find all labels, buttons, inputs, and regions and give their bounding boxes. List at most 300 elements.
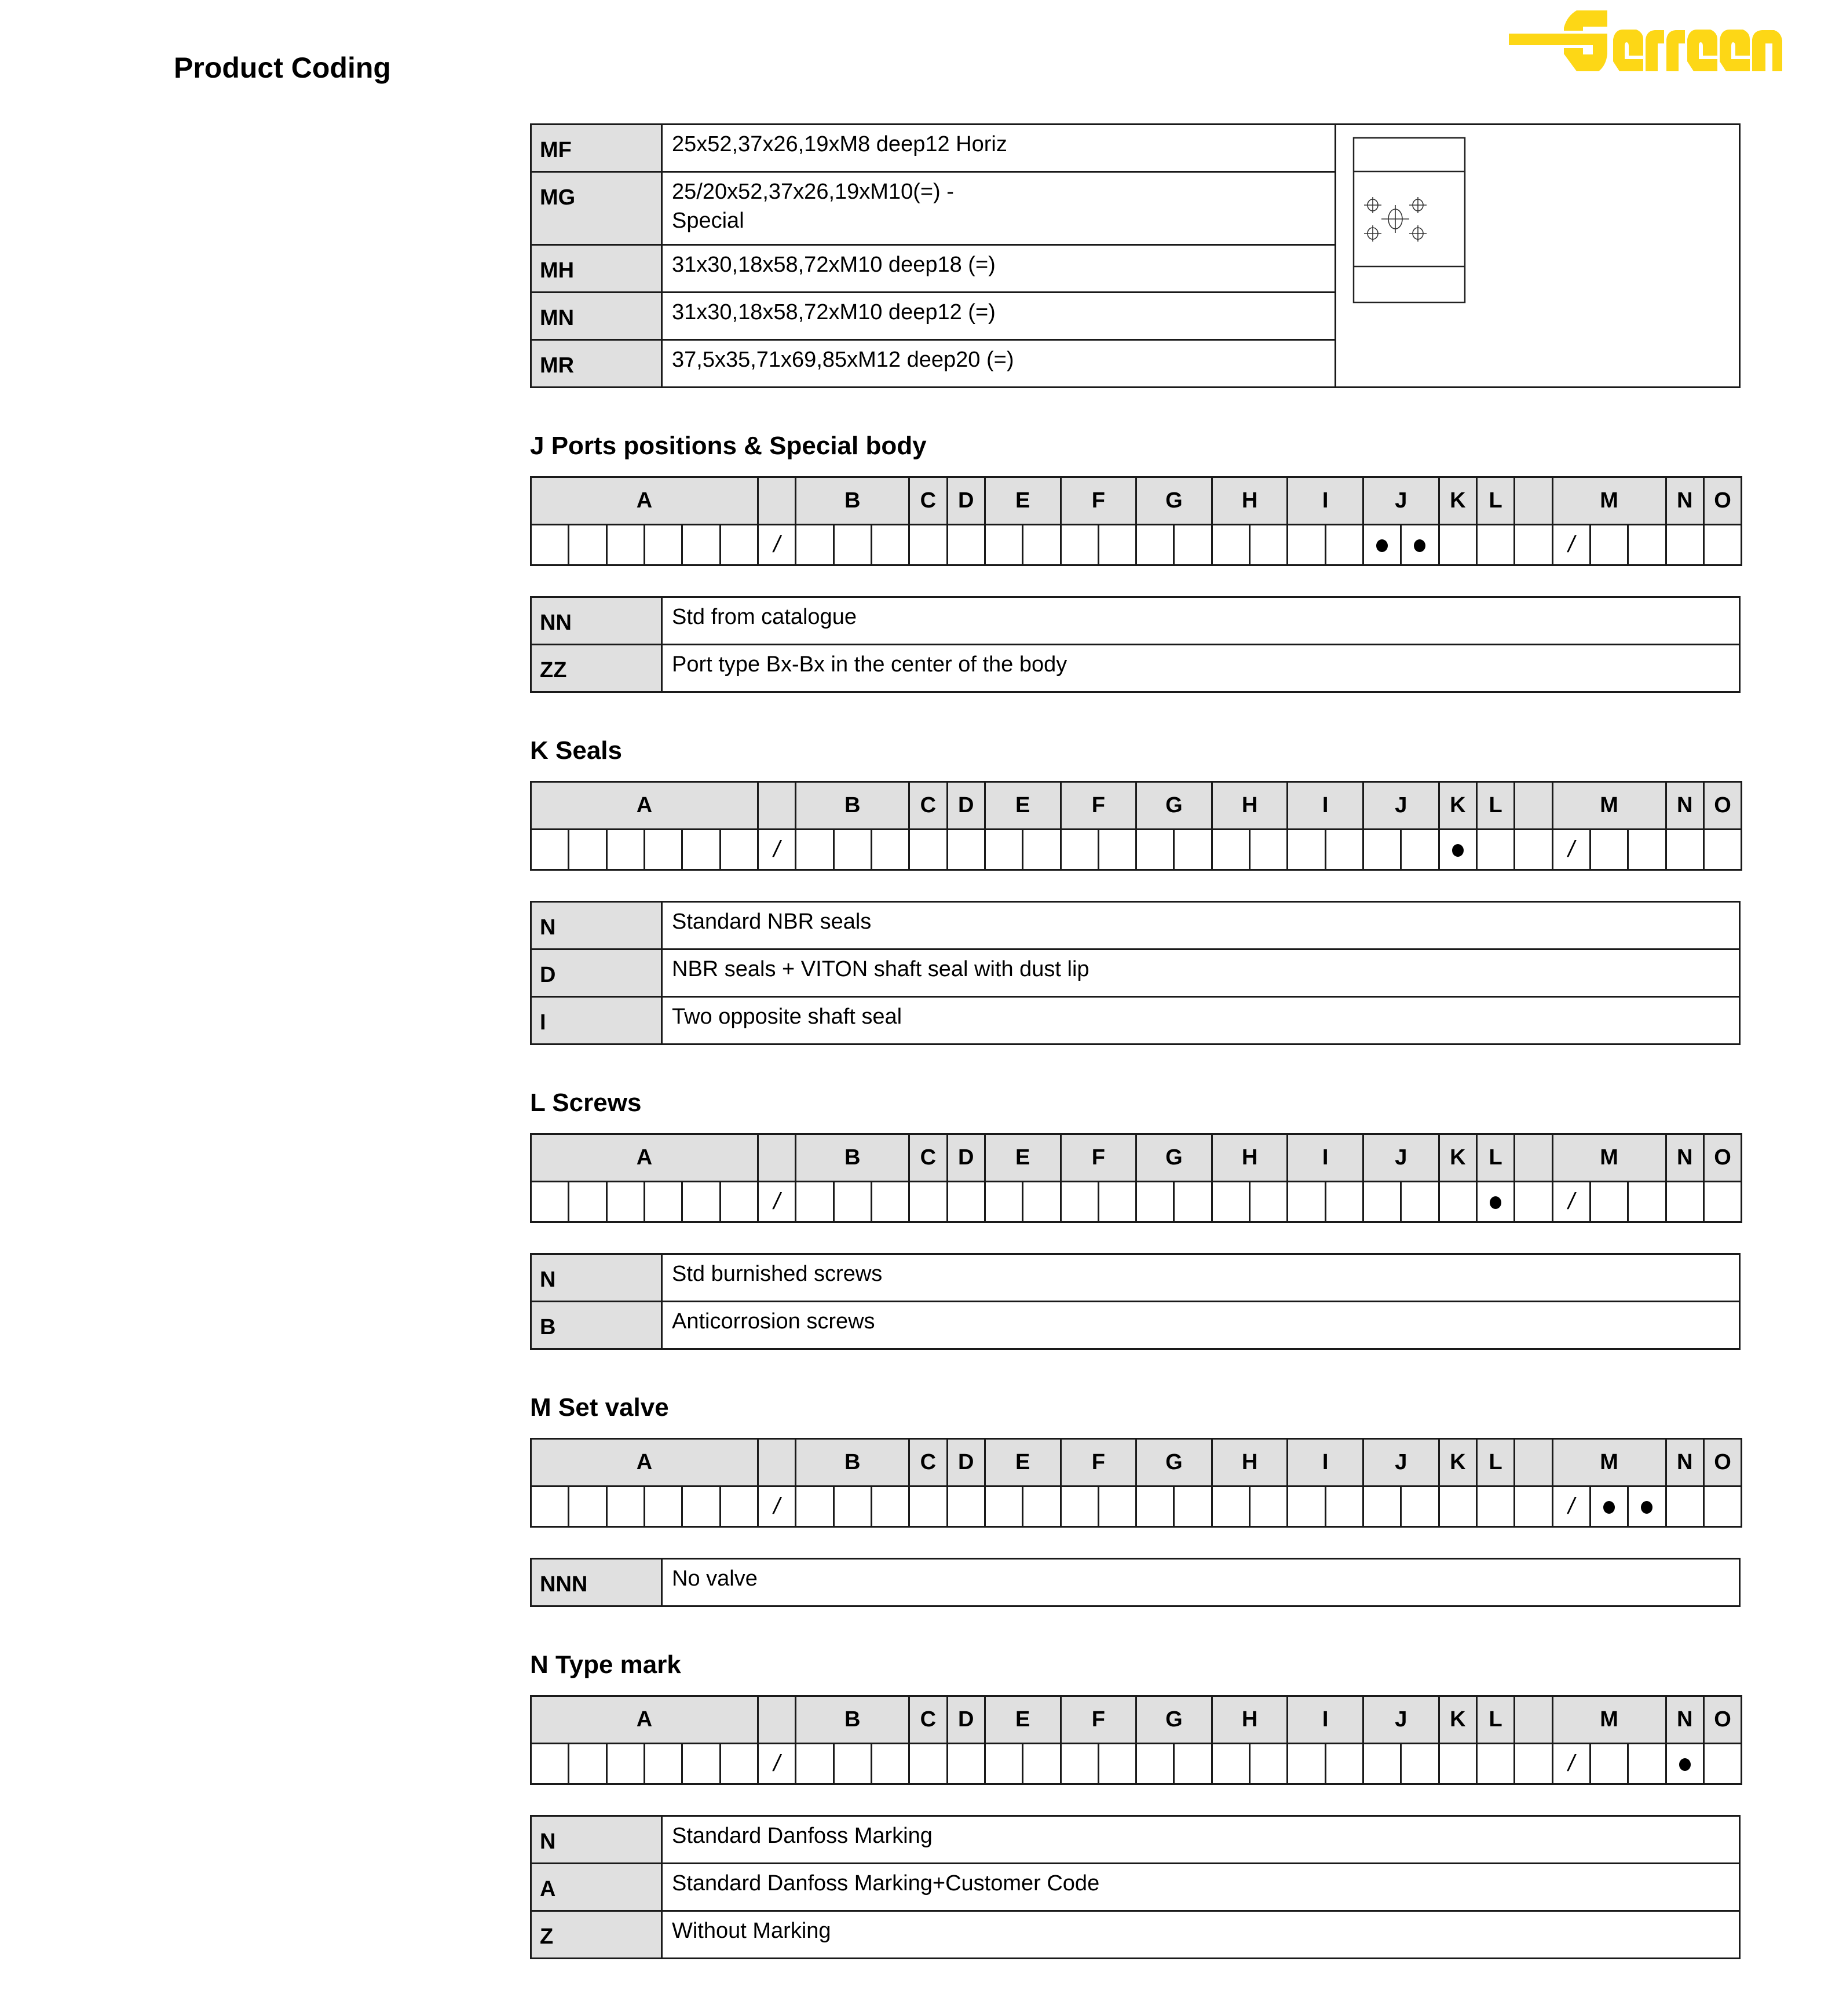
separator-slash: /: [1568, 1751, 1575, 1776]
grid-value-cell: [720, 525, 758, 565]
option-description: 31x30,18x58,72xM10 deep18 (=): [662, 245, 1336, 293]
grid-value-cell: [758, 1182, 795, 1222]
grid-value-cell: [871, 525, 909, 565]
grid-value-cell: [1363, 525, 1401, 565]
grid-value-cell: [1023, 830, 1061, 870]
grid-value-cell: [909, 525, 947, 565]
grid-value-cell: [758, 1487, 795, 1527]
grid-value-cell: [1401, 830, 1439, 870]
grid-header-cell: [758, 1696, 795, 1744]
option-description-line1: 25/20x52,37x26,19xM10(=) -: [672, 180, 954, 204]
table-row: [531, 1816, 1740, 1864]
grid-header-cell: A: [531, 1439, 758, 1487]
option-code: D: [531, 949, 662, 997]
section-title: L Screws: [530, 1089, 642, 1117]
option-description: Port type Bx-Bx in the center of the body: [662, 645, 1740, 692]
separator-slash: /: [1568, 837, 1575, 862]
grid-value-cell: [606, 1182, 644, 1222]
option-code: ZZ: [531, 645, 662, 692]
grid-value-cell: [833, 1744, 871, 1784]
grid-value-cell: [1515, 1744, 1552, 1784]
section-title: M Set valve: [530, 1393, 669, 1422]
grid-value-cell: [1325, 525, 1363, 565]
grid-header-cell: M: [1552, 1696, 1666, 1744]
grid-header-cell: J: [1363, 1134, 1439, 1182]
grid-header-cell: M: [1552, 1134, 1666, 1182]
grid-header-cell: O: [1703, 477, 1741, 525]
grid-header-cell: N: [1666, 477, 1703, 525]
grid-value-cell: [1363, 1487, 1401, 1527]
grid-value-cell: [1061, 830, 1098, 870]
section-title: K Seals: [530, 736, 622, 765]
option-code: MF: [531, 125, 662, 172]
grid-header-cell: L: [1476, 477, 1514, 525]
grid-value-cell: [947, 830, 985, 870]
grid-header-cell: K: [1439, 782, 1476, 830]
grid-value-cell: [871, 830, 909, 870]
grid-value-cell: [947, 525, 985, 565]
grid-value-cell: [985, 1744, 1022, 1784]
grid-header-cell: E: [985, 1696, 1061, 1744]
grid-value-cell: [909, 1182, 947, 1222]
grid-value-cell: [796, 830, 833, 870]
grid-header-cell: J: [1363, 1696, 1439, 1744]
options-table: [530, 901, 1741, 1045]
grid-value-cell: [1552, 1744, 1590, 1784]
grid-header-cell: C: [909, 782, 947, 830]
grid-header-cell: F: [1061, 1696, 1136, 1744]
grid-value-cell: [1401, 1487, 1439, 1527]
grid-value-cell: [1401, 1182, 1439, 1222]
grid-value-cell: [682, 1182, 720, 1222]
grid-header-cell: G: [1136, 782, 1212, 830]
grid-header-cell: [1515, 477, 1552, 525]
grid-value-cell: [833, 525, 871, 565]
table-row: [531, 1911, 1740, 1959]
grid-header-cell: C: [909, 1134, 947, 1182]
grid-header-cell: H: [1212, 1696, 1288, 1744]
grid-header-cell: [1515, 1134, 1552, 1182]
position-dot-icon: [1603, 1501, 1615, 1514]
grid-header-cell: D: [947, 1696, 985, 1744]
grid-value-cell: [1174, 1487, 1212, 1527]
grid-value-cell: [833, 1182, 871, 1222]
grid-value-cell: [1439, 525, 1476, 565]
grid-value-cell: [1174, 830, 1212, 870]
grid-value-cell: [531, 525, 569, 565]
grid-header-cell: G: [1136, 1696, 1212, 1744]
table-row: [531, 902, 1740, 949]
grid-header-cell: [1515, 1439, 1552, 1487]
separator-slash: /: [773, 837, 780, 862]
grid-value-row: [531, 830, 1742, 870]
separator-slash: /: [1568, 1493, 1575, 1519]
grid-value-cell: [1212, 1487, 1249, 1527]
grid-value-cell: [1515, 525, 1552, 565]
grid-value-cell: [1212, 1744, 1249, 1784]
grid-value-cell: [1703, 525, 1741, 565]
table-row: [531, 1254, 1740, 1302]
grid-value-cell: [1174, 1744, 1212, 1784]
grid-header-cell: D: [947, 477, 985, 525]
separator-slash: /: [773, 532, 780, 557]
grid-value-cell: [720, 1744, 758, 1784]
grid-header-cell: F: [1061, 1134, 1136, 1182]
grid-value-cell: [682, 830, 720, 870]
grid-header-cell: I: [1288, 1134, 1363, 1182]
product-code-grid: [530, 1438, 1742, 1528]
option-description: Standard NBR seals: [662, 902, 1740, 949]
grid-header-cell: B: [796, 1134, 909, 1182]
grid-value-cell: [833, 830, 871, 870]
grid-value-cell: [720, 1487, 758, 1527]
grid-value-cell: [1325, 1487, 1363, 1527]
options-table: [530, 1253, 1741, 1350]
grid-value-cell: [1628, 1182, 1666, 1222]
grid-value-cell: [1098, 1744, 1136, 1784]
grid-value-cell: [1136, 830, 1174, 870]
grid-value-row: [531, 1182, 1742, 1222]
grid-header-cell: H: [1212, 1134, 1288, 1182]
grid-value-cell: [1061, 1182, 1098, 1222]
option-description-line2: Special: [672, 209, 744, 233]
grid-value-cell: [1174, 525, 1212, 565]
option-description: 37,5x35,71x69,85xM12 deep20 (=): [662, 340, 1336, 388]
option-description: Standard Danfoss Marking+Customer Code: [662, 1864, 1740, 1911]
grid-value-cell: [569, 830, 606, 870]
grid-header-cell: C: [909, 1439, 947, 1487]
grid-value-cell: [1628, 525, 1666, 565]
grid-value-cell: [1666, 525, 1703, 565]
option-description: [662, 172, 1336, 245]
grid-header-cell: [758, 1439, 795, 1487]
options-table: [530, 1558, 1741, 1607]
section-title: N Type mark: [530, 1650, 681, 1679]
grid-header-cell: I: [1288, 1696, 1363, 1744]
grid-value-cell: [1439, 1182, 1476, 1222]
grid-header-row: [531, 1439, 1742, 1487]
grid-value-cell: [1703, 1487, 1741, 1527]
option-description: Without Marking: [662, 1911, 1740, 1959]
grid-value-cell: [1061, 525, 1098, 565]
grid-header-cell: M: [1552, 1439, 1666, 1487]
grid-value-cell: [1250, 830, 1288, 870]
grid-value-cell: [1136, 1744, 1174, 1784]
grid-header-cell: B: [796, 1439, 909, 1487]
grid-header-cell: O: [1703, 1134, 1741, 1182]
grid-header-cell: I: [1288, 782, 1363, 830]
grid-value-cell: [909, 1744, 947, 1784]
grid-value-cell: [1098, 830, 1136, 870]
grid-value-cell: [569, 1487, 606, 1527]
grid-header-cell: E: [985, 1134, 1061, 1182]
grid-value-cell: [1061, 1487, 1098, 1527]
grid-header-cell: B: [796, 477, 909, 525]
grid-value-cell: [1590, 1182, 1628, 1222]
grid-value-cell: [1628, 1487, 1666, 1527]
option-code: MG: [531, 172, 662, 245]
grid-header-cell: [1515, 782, 1552, 830]
option-description: Std from catalogue: [662, 597, 1740, 645]
grid-value-cell: [682, 1744, 720, 1784]
separator-slash: /: [773, 1189, 780, 1214]
grid-header-cell: I: [1288, 1439, 1363, 1487]
grid-value-cell: [606, 830, 644, 870]
grid-header-cell: F: [1061, 782, 1136, 830]
grid-value-cell: [606, 1487, 644, 1527]
grid-value-cell: [569, 1744, 606, 1784]
grid-value-cell: [644, 525, 682, 565]
grid-value-cell: [1515, 830, 1552, 870]
option-description: Standard Danfoss Marking: [662, 1816, 1740, 1864]
grid-value-cell: [1098, 525, 1136, 565]
option-code: Z: [531, 1911, 662, 1959]
grid-value-cell: [871, 1487, 909, 1527]
grid-value-cell: [1590, 1487, 1628, 1527]
grid-value-cell: [1666, 1744, 1703, 1784]
grid-value-cell: [644, 830, 682, 870]
grid-value-cell: [1401, 525, 1439, 565]
position-dot-icon: [1490, 1196, 1501, 1209]
grid-value-cell: [531, 1744, 569, 1784]
grid-header-cell: N: [1666, 782, 1703, 830]
grid-value-cell: [758, 525, 795, 565]
grid-header-cell: N: [1666, 1134, 1703, 1182]
grid-header-cell: [758, 1134, 795, 1182]
grid-value-cell: [1590, 1744, 1628, 1784]
position-dot-icon: [1641, 1501, 1652, 1514]
grid-value-cell: [1023, 525, 1061, 565]
grid-value-cell: [1476, 1744, 1514, 1784]
grid-header-cell: K: [1439, 477, 1476, 525]
option-code: N: [531, 1254, 662, 1302]
grid-value-cell: [1250, 1487, 1288, 1527]
grid-value-cell: [1288, 1744, 1325, 1784]
grid-value-cell: [1136, 525, 1174, 565]
table-row: [531, 1864, 1740, 1911]
grid-header-row: [531, 1134, 1742, 1182]
grid-header-cell: L: [1476, 1134, 1514, 1182]
grid-value-cell: [1250, 525, 1288, 565]
table-row: [531, 645, 1740, 692]
grid-value-cell: [1666, 830, 1703, 870]
grid-value-cell: [1023, 1182, 1061, 1222]
grid-value-cell: [1476, 1182, 1514, 1222]
grid-value-cell: [1325, 1744, 1363, 1784]
grid-value-cell: [1098, 1182, 1136, 1222]
grid-header-cell: H: [1212, 477, 1288, 525]
grid-value-cell: [1212, 525, 1249, 565]
grid-value-cell: [1666, 1487, 1703, 1527]
grid-header-cell: N: [1666, 1696, 1703, 1744]
grid-header-cell: D: [947, 1439, 985, 1487]
grid-header-row: [531, 477, 1742, 525]
grid-value-cell: [796, 1487, 833, 1527]
position-dot-icon: [1414, 539, 1425, 552]
grid-value-cell: [720, 830, 758, 870]
grid-value-cell: [796, 1182, 833, 1222]
grid-header-cell: H: [1212, 782, 1288, 830]
grid-value-cell: [796, 1744, 833, 1784]
grid-value-cell: [1212, 1182, 1249, 1222]
table-row: [531, 597, 1740, 645]
grid-header-cell: D: [947, 1134, 985, 1182]
grid-value-cell: [1325, 1182, 1363, 1222]
table-row: [531, 997, 1740, 1044]
grid-value-cell: [1212, 830, 1249, 870]
separator-slash: /: [773, 1493, 780, 1519]
grid-value-cell: [1401, 1744, 1439, 1784]
option-description: Two opposite shaft seal: [662, 997, 1740, 1044]
grid-value-cell: [871, 1744, 909, 1784]
grid-value-cell: [682, 525, 720, 565]
grid-header-cell: G: [1136, 1439, 1212, 1487]
grid-value-cell: [985, 830, 1022, 870]
grid-header-cell: G: [1136, 477, 1212, 525]
separator-slash: /: [1568, 532, 1575, 557]
grid-header-cell: A: [531, 1696, 758, 1744]
grid-value-cell: [606, 1744, 644, 1784]
grid-value-cell: [1250, 1744, 1288, 1784]
grid-value-cell: [1023, 1487, 1061, 1527]
grid-value-cell: [947, 1744, 985, 1784]
grid-value-cell: [569, 1182, 606, 1222]
grid-header-cell: J: [1363, 477, 1439, 525]
grid-value-cell: [758, 830, 795, 870]
grid-value-cell: [947, 1182, 985, 1222]
mounting-flange-table: [530, 123, 1741, 388]
product-code-grid: [530, 1695, 1742, 1785]
grid-value-cell: [985, 1182, 1022, 1222]
grid-header-cell: A: [531, 477, 758, 525]
grid-value-cell: [1552, 1182, 1590, 1222]
grid-header-cell: J: [1363, 1439, 1439, 1487]
grid-value-cell: [1061, 1744, 1098, 1784]
grid-value-cell: [1703, 830, 1741, 870]
grid-value-cell: [1363, 1182, 1401, 1222]
grid-value-cell: [909, 1487, 947, 1527]
grid-header-cell: A: [531, 782, 758, 830]
grid-header-cell: F: [1061, 477, 1136, 525]
options-table: [530, 596, 1741, 693]
grid-header-cell: E: [985, 1439, 1061, 1487]
option-code: NNN: [531, 1559, 662, 1606]
grid-header-cell: O: [1703, 1696, 1741, 1744]
grid-value-cell: [985, 1487, 1022, 1527]
grid-header-row: [531, 782, 1742, 830]
grid-value-cell: [1363, 830, 1401, 870]
grid-header-cell: D: [947, 782, 985, 830]
grid-value-cell: [1325, 830, 1363, 870]
grid-header-cell: L: [1476, 1696, 1514, 1744]
position-dot-icon: [1376, 539, 1388, 552]
grid-value-cell: [1628, 1744, 1666, 1784]
grid-value-cell: [1288, 525, 1325, 565]
position-dot-icon: [1452, 844, 1464, 857]
grid-value-cell: [1288, 830, 1325, 870]
grid-value-cell: [644, 1744, 682, 1784]
grid-value-cell: [1590, 525, 1628, 565]
grid-header-cell: L: [1476, 1439, 1514, 1487]
grid-value-row: [531, 1744, 1742, 1784]
grid-value-cell: [1250, 1182, 1288, 1222]
option-code: MR: [531, 340, 662, 388]
grid-value-cell: [1476, 830, 1514, 870]
grid-header-cell: E: [985, 782, 1061, 830]
grid-value-cell: [1136, 1487, 1174, 1527]
grid-header-cell: B: [796, 1696, 909, 1744]
option-description: No valve: [662, 1559, 1740, 1606]
grid-value-cell: [1476, 525, 1514, 565]
separator-slash: /: [773, 1751, 780, 1776]
option-description: 31x30,18x58,72xM10 deep12 (=): [662, 293, 1336, 340]
option-code: I: [531, 997, 662, 1044]
grid-header-cell: H: [1212, 1439, 1288, 1487]
option-description: Anticorrosion screws: [662, 1302, 1740, 1349]
product-code-grid: [530, 781, 1742, 871]
grid-value-cell: [569, 525, 606, 565]
grid-value-cell: [1628, 830, 1666, 870]
grid-header-cell: J: [1363, 782, 1439, 830]
grid-value-cell: [644, 1182, 682, 1222]
grid-value-cell: [1590, 830, 1628, 870]
grid-header-cell: L: [1476, 782, 1514, 830]
grid-value-cell: [1476, 1487, 1514, 1527]
grid-value-cell: [1552, 1487, 1590, 1527]
grid-value-cell: [720, 1182, 758, 1222]
option-code: N: [531, 1816, 662, 1864]
grid-header-cell: G: [1136, 1134, 1212, 1182]
grid-header-cell: K: [1439, 1439, 1476, 1487]
grid-header-cell: C: [909, 477, 947, 525]
position-dot-icon: [1679, 1758, 1691, 1771]
flange-drawing-icon: [1352, 137, 1468, 305]
separator-slash: /: [1568, 1189, 1575, 1214]
grid-header-cell: O: [1703, 782, 1741, 830]
grid-value-cell: [909, 830, 947, 870]
product-code-grid: [530, 1133, 1742, 1223]
coding-sections: [530, 388, 1741, 1959]
grid-value-cell: [531, 1487, 569, 1527]
grid-value-cell: [1703, 1182, 1741, 1222]
grid-value-cell: [1515, 1487, 1552, 1527]
grid-value-cell: [644, 1487, 682, 1527]
grid-value-cell: [1552, 830, 1590, 870]
option-code: B: [531, 1302, 662, 1349]
grid-value-row: [531, 1487, 1742, 1527]
grid-value-cell: [1288, 1182, 1325, 1222]
grid-value-row: [531, 525, 1742, 565]
option-code: MN: [531, 293, 662, 340]
serreen-logo: [1509, 10, 1810, 77]
grid-value-cell: [985, 525, 1022, 565]
grid-header-cell: A: [531, 1134, 758, 1182]
grid-header-cell: M: [1552, 782, 1666, 830]
grid-value-cell: [1363, 1744, 1401, 1784]
grid-value-cell: [531, 1182, 569, 1222]
grid-value-cell: [606, 525, 644, 565]
grid-header-cell: K: [1439, 1696, 1476, 1744]
grid-value-cell: [1288, 1487, 1325, 1527]
grid-header-cell: M: [1552, 477, 1666, 525]
grid-header-cell: [758, 782, 795, 830]
grid-value-cell: [1703, 1744, 1741, 1784]
grid-header-cell: [1515, 1696, 1552, 1744]
grid-header-cell: C: [909, 1696, 947, 1744]
table-row: [531, 949, 1740, 997]
grid-header-cell: K: [1439, 1134, 1476, 1182]
grid-value-cell: [1515, 1182, 1552, 1222]
